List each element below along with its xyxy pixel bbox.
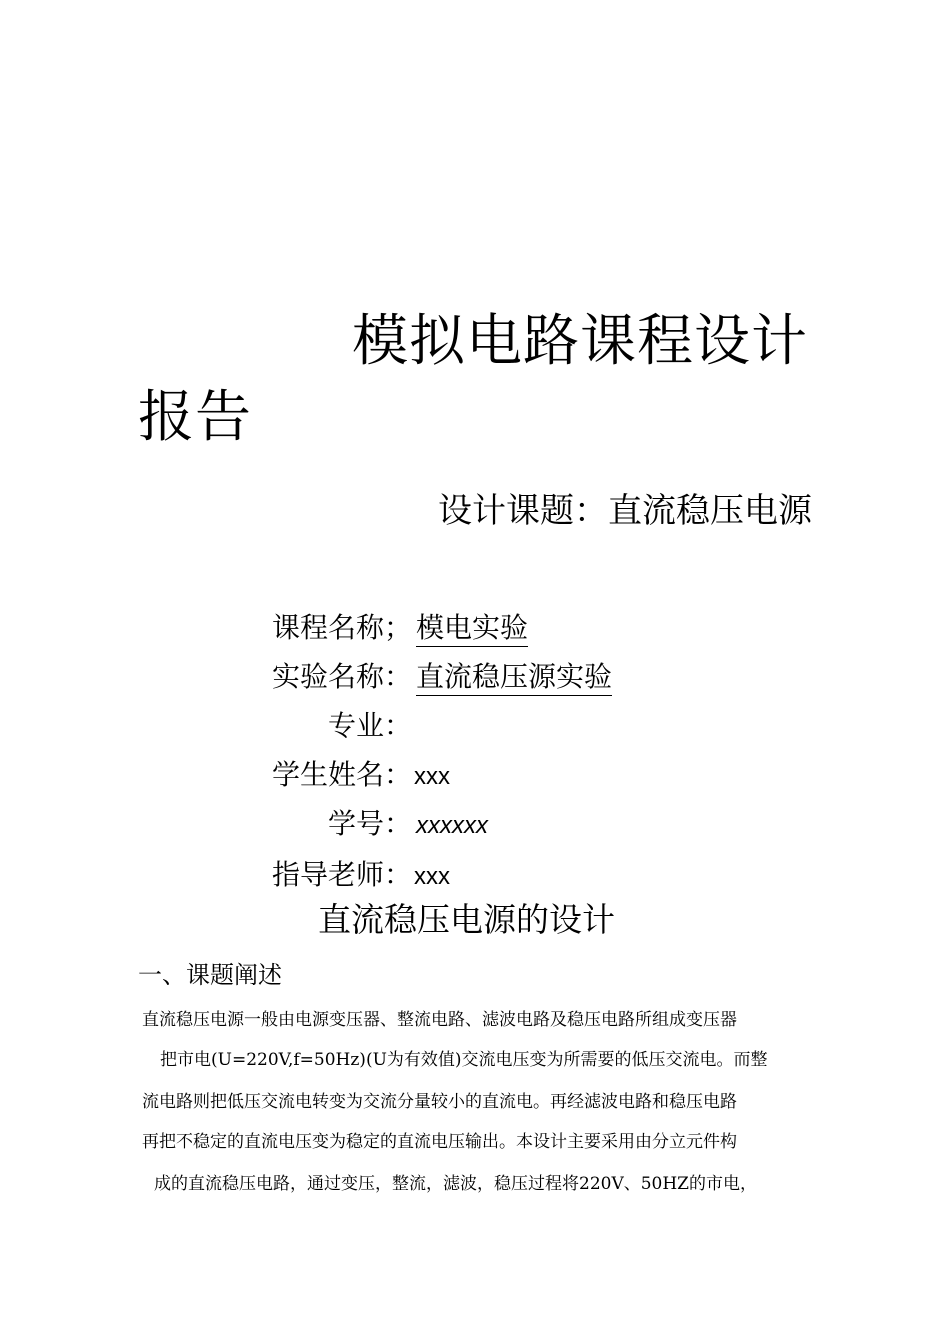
experiment-name-value: 直流稳压源实验 [416,659,612,696]
report-title-line2: 报告 [138,385,252,450]
student-id-label: 学号： [328,807,413,840]
teacher-label: 指导老师： [272,858,413,891]
document-heading: 直流稳压电源的设计 [318,900,615,939]
section-heading: 一、课题阐述 [138,961,282,989]
paragraph-line: 把市电(U=220V,f=50Hz)(U为有效值)交流电压变为所需要的低压交流电。而整 [160,1050,768,1070]
student-name-label: 学生姓名： [272,758,413,791]
paragraph-line: 再把不稳定的直流电压变为稳定的直流电压输出。本设计主要采用由分立元件构 [142,1132,737,1152]
paragraph-line: 成的直流稳压电路，通过变压，整流，滤波，稳压过程将220V、50HZ的市电， [154,1174,757,1194]
major-label: 专业： [328,709,413,742]
student-id-value: xxxxxx [416,812,488,839]
course-name-label: 课程名称； [272,611,413,644]
course-name-value: 模电实验 [416,610,528,647]
experiment-name-label: 实验名称： [272,660,413,693]
paragraph-line: 流电路则把低压交流电转变为交流分量较小的直流电。再经滤波电路和稳压电路 [142,1092,737,1112]
design-subject: 设计课题：直流稳压电源 [438,491,812,531]
student-name-value: xxx [414,763,450,790]
teacher-value: xxx [414,863,450,890]
report-title-line1: 模拟电路课程设计 [352,309,808,374]
paragraph-line: 直流稳压电源一般由电源变压器、整流电路、滤波电路及稳压电路所组成变压器 [142,1010,737,1030]
